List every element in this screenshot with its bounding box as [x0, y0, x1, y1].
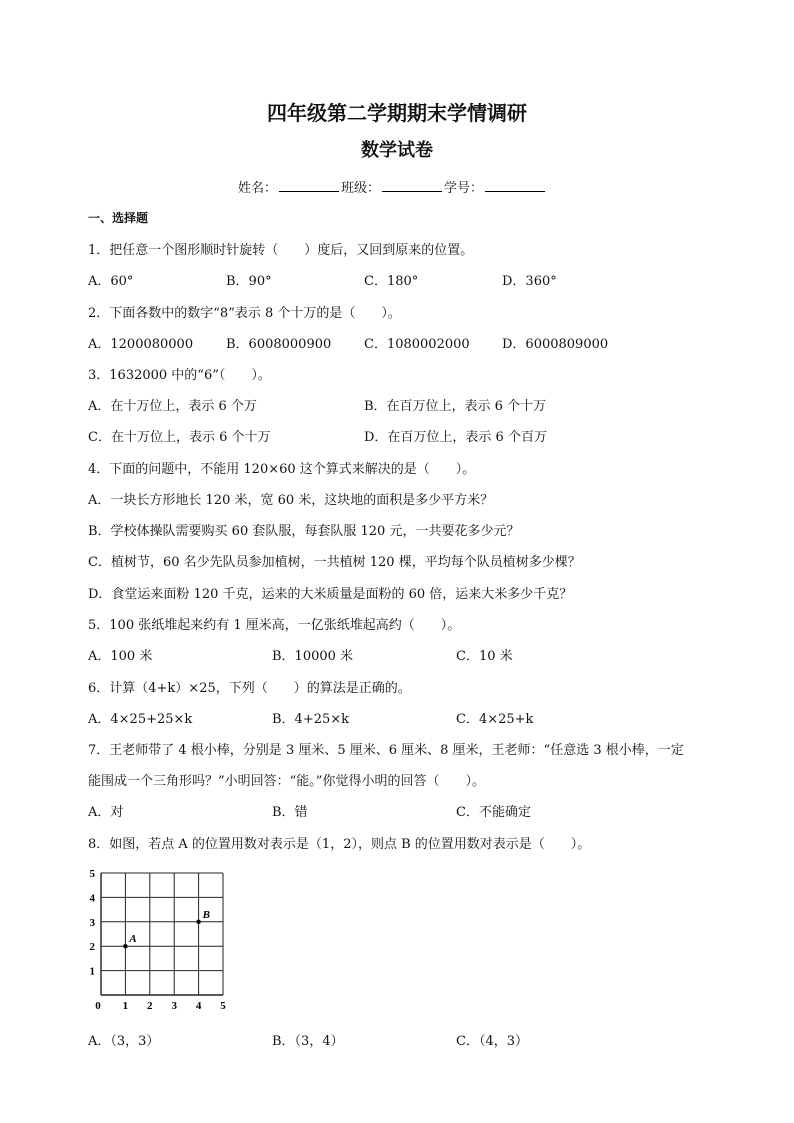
question-1-stem: 1．把任意一个图形顺时针旋转（ ）度后，又回到原来的位置。	[88, 243, 474, 258]
question-6-stem: 6．计算（4+k）×25，下列（ ）的算法是正确的。	[88, 681, 411, 696]
id-label: 学号：	[444, 181, 484, 196]
question-3-option-a[interactable]: A．在十万位上，表示 6 个万	[88, 399, 257, 414]
question-4-option-a[interactable]: A．一块长方形地长 120 米，宽 60 米，这块地的面积是多少平方米？	[88, 493, 494, 508]
question-1-option-c[interactable]: C．180°	[364, 274, 419, 289]
question-6-option-a[interactable]: A．4×25+25×k	[88, 712, 193, 727]
y-tick-label: 3	[89, 916, 95, 929]
question-3-stem: 3．1632000 中的“6”（ ）。	[88, 368, 271, 383]
question-3-option-b[interactable]: B．在百万位上，表示 6 个十万	[364, 399, 547, 414]
question-5-option-c[interactable]: C．10 米	[456, 649, 513, 664]
name-label: 姓名：	[238, 181, 278, 196]
id-blank[interactable]	[485, 179, 545, 192]
student-info-line	[238, 177, 547, 196]
question-1-option-b[interactable]: B．90°	[226, 274, 272, 289]
class-label: 班级：	[341, 181, 381, 196]
grid-tick-labels	[90, 868, 227, 1012]
y-tick-label: 4	[89, 892, 95, 905]
class-blank[interactable]	[382, 179, 442, 192]
question-7-option-b[interactable]: B．错	[272, 805, 308, 820]
x-tick-label: 2	[147, 1000, 153, 1012]
x-tick-label: 3	[171, 1000, 177, 1012]
question-1-option-a[interactable]: A．60°	[88, 274, 134, 289]
question-4-option-b[interactable]: B．学校体操队需要购买 60 套队服，每套队服 120 元，一共要花多少元？	[88, 524, 520, 539]
question-2-option-d[interactable]: D．6000809000	[502, 337, 609, 352]
question-7-stem-continued: 能围成一个三角形吗？”小明回答：“能。”你觉得小明的回答（ ）。	[88, 774, 485, 789]
question-2-stem: 2．下面各数中的数字“8”表示 8 个十万的是（ ）。	[88, 306, 401, 321]
coordinate-grid-figure	[86, 862, 236, 1014]
question-5-option-b[interactable]: B．10000 米	[272, 649, 354, 664]
x-tick-label: 5	[220, 1000, 226, 1012]
y-tick-label: 2	[89, 941, 95, 954]
question-4-option-d[interactable]: D．食堂运来面粉 120 千克，运来的大米质量是面粉的 60 倍，运来大米多少千克？	[88, 587, 573, 602]
page-subtitle: 数学试卷	[361, 140, 433, 161]
question-7-stem: 7．王老师带了 4 根小棒，分别是 3 厘米、5 厘米、6 厘米、8 厘米，王老师：“任意选 3 根小棒，一定	[88, 743, 684, 758]
point-a-label: A	[129, 933, 137, 946]
name-blank[interactable]	[279, 179, 339, 192]
grid-lines	[101, 873, 223, 995]
x-tick-label: 4	[195, 1000, 202, 1012]
y-tick-label: 5	[89, 868, 95, 880]
question-2-option-b[interactable]: B．6008000900	[226, 337, 332, 352]
point-b-marker	[196, 920, 200, 924]
question-8-stem: 8．如图，若点 A 的位置用数对表示是（1，2），则点 B 的位置用数对表示是（ ）。	[88, 837, 591, 852]
question-4-option-c[interactable]: C．植树节，60 名少先队员参加植树，一共植树 120 棵，平均每个队员植树多少棵？	[88, 555, 581, 570]
x-tick-label: 1	[122, 1000, 129, 1012]
y-tick-label: 1	[89, 965, 95, 978]
question-7-option-c[interactable]: C．不能确定	[456, 805, 531, 820]
point-a-marker	[123, 944, 127, 948]
x-tick-label: 0	[95, 1000, 101, 1012]
question-8-option-c[interactable]: C．（4，3）	[456, 1034, 528, 1049]
question-6-option-c[interactable]: C．4×25+k	[456, 712, 534, 727]
grid-points	[123, 909, 210, 949]
question-6-option-b[interactable]: B．4+25×k	[272, 712, 350, 727]
question-2-option-a[interactable]: A．1200080000	[88, 337, 194, 352]
question-4-stem: 4．下面的问题中，不能用 120×60 这个算式来解决的是（ ）。	[88, 462, 476, 477]
page-title: 四年级第二学期期末学情调研	[267, 101, 527, 125]
question-8-option-a[interactable]: A．（3，3）	[88, 1034, 160, 1049]
question-5-stem: 5．100 张纸堆起来约有 1 厘米高，一亿张纸堆起高约（ ）。	[88, 618, 461, 633]
section-heading: 一、选择题	[88, 211, 149, 225]
question-2-option-c[interactable]: C．1080002000	[364, 337, 470, 352]
question-1-option-d[interactable]: D．360°	[502, 274, 557, 289]
question-3-option-c[interactable]: C．在十万位上，表示 6 个十万	[88, 430, 271, 445]
point-b-label: B	[202, 908, 210, 921]
question-8-option-b[interactable]: B．（3，4）	[272, 1034, 344, 1049]
question-3-option-d[interactable]: D．在百万位上，表示 6 个百万	[364, 430, 547, 445]
question-5-option-a[interactable]: A．100 米	[88, 649, 153, 664]
question-7-option-a[interactable]: A．对	[88, 805, 124, 820]
